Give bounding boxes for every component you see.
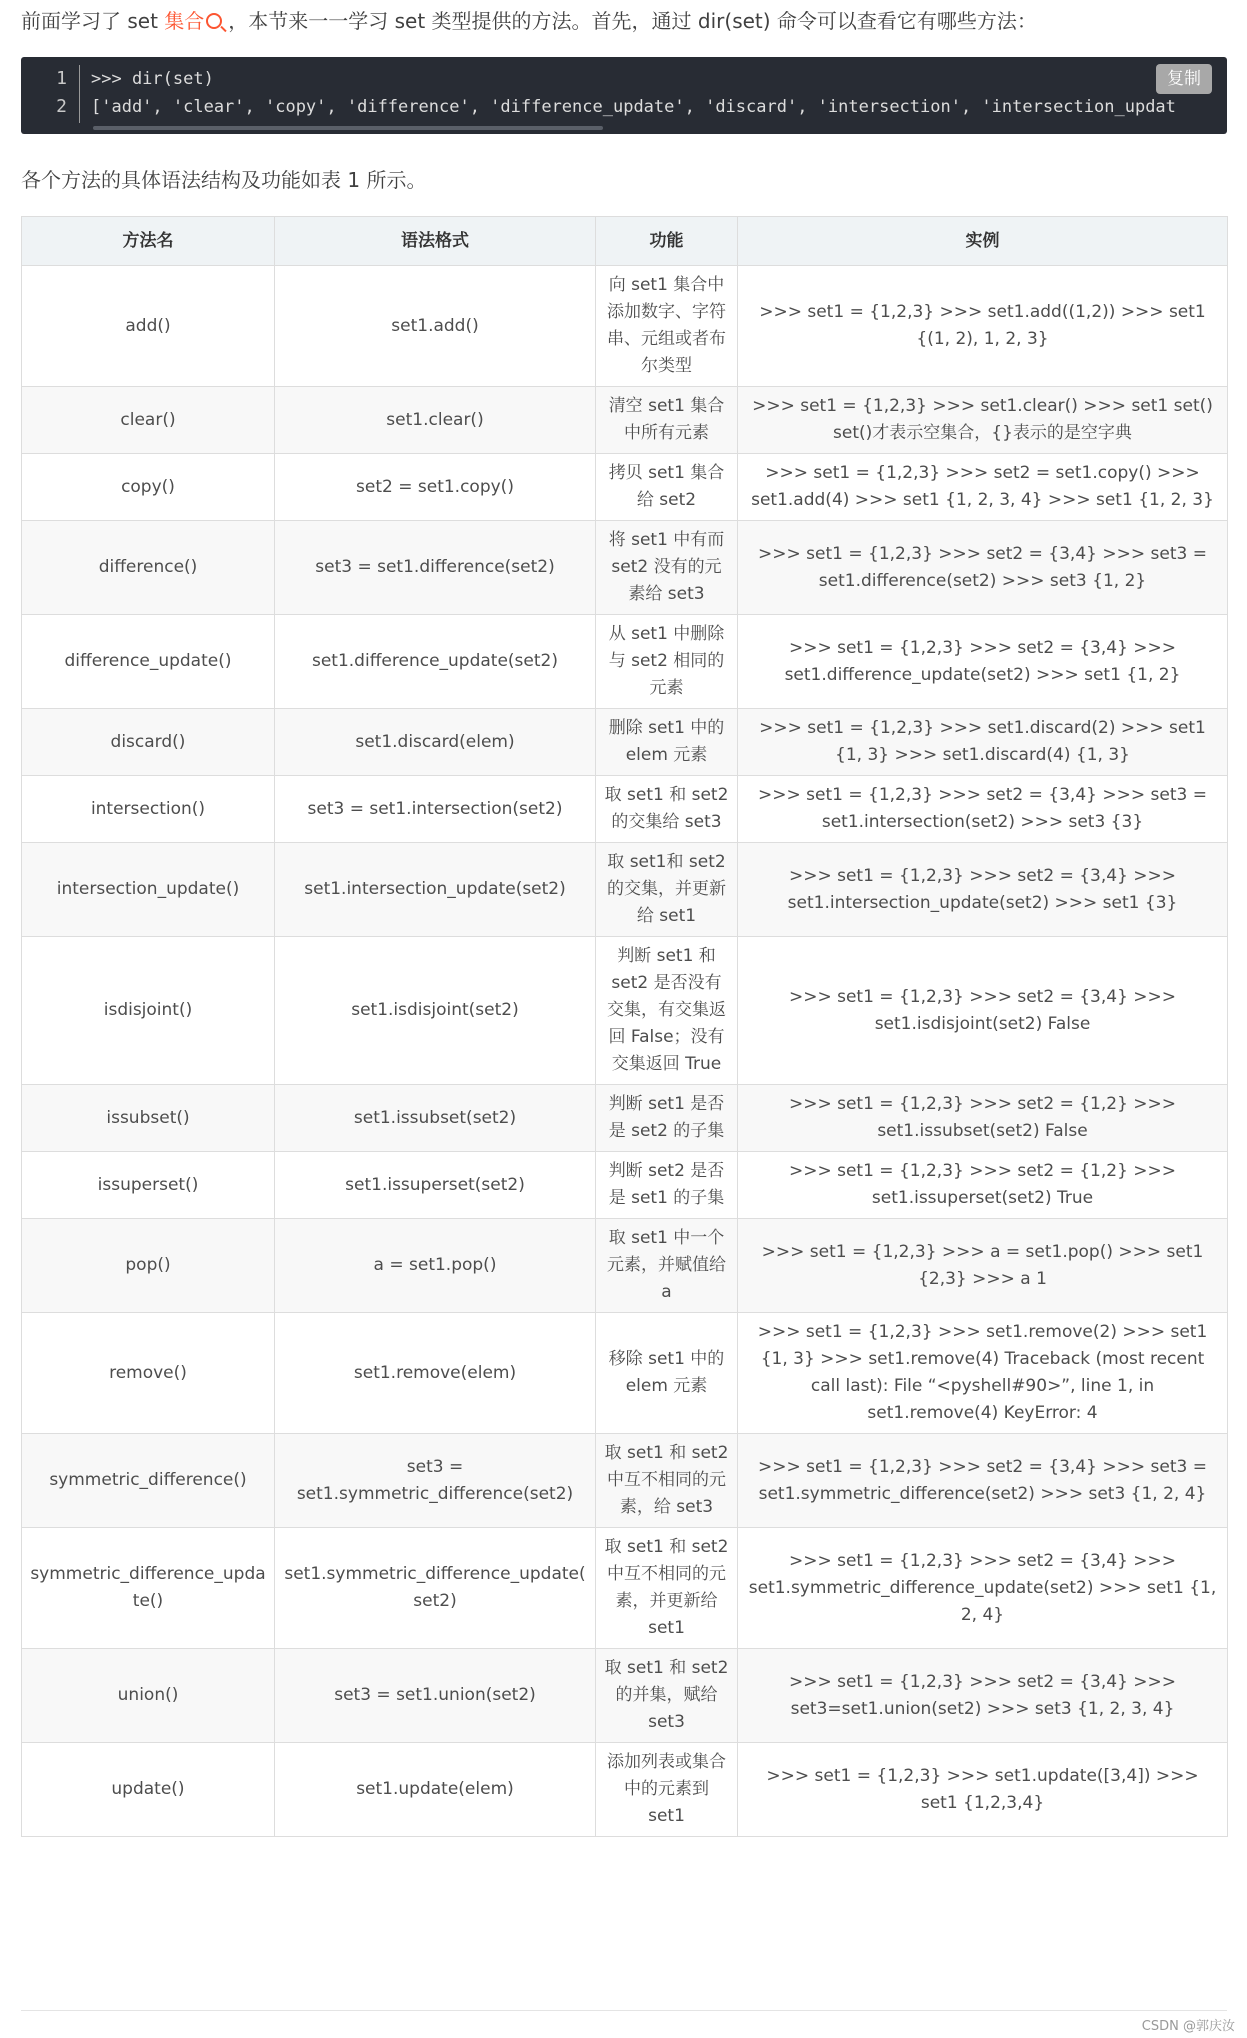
syntax-cell: set1.discard(elem) xyxy=(275,709,596,776)
method-name-cell: isdisjoint() xyxy=(22,937,275,1085)
function-cell: 判断 set1 是否是 set2 的子集 xyxy=(596,1085,738,1152)
example-cell: >>> set1 = {1,2,3} >>> set2 = {3,4} >>> set3 = set1.symmetric_difference(set2) >>> set3 {1, 2, 4} xyxy=(738,1434,1228,1528)
function-cell: 判断 set2 是否是 set1 的子集 xyxy=(596,1152,738,1219)
example-cell: >>> set1 = {1,2,3} >>> set2 = set1.copy() >>> set1.add(4) >>> set1 {1, 2, 3, 4} >>> set1 {1, 2, 3} xyxy=(738,454,1228,521)
intro-text-before: 前面学习了 set xyxy=(21,9,165,33)
function-cell: 清空 set1 集合中所有元素 xyxy=(596,387,738,454)
syntax-cell: a = set1.pop() xyxy=(275,1219,596,1313)
method-name-cell: remove() xyxy=(22,1313,275,1434)
method-name-cell: update() xyxy=(22,1743,275,1837)
function-cell: 拷贝 set1 集合给 set2 xyxy=(596,454,738,521)
table-header-row xyxy=(22,217,1228,266)
table-row xyxy=(22,1434,1228,1528)
syntax-cell: set3 = set1.union(set2) xyxy=(275,1649,596,1743)
syntax-cell: set3 = set1.difference(set2) xyxy=(275,521,596,615)
function-cell: 移除 set1 中的 elem 元素 xyxy=(596,1313,738,1434)
method-name-cell: difference() xyxy=(22,521,275,615)
line-number-gutter xyxy=(21,65,80,123)
header-function: 功能 xyxy=(596,217,738,266)
example-cell: >>> set1 = {1,2,3} >>> set2 = {3,4} >>> set3 = set1.difference(set2) >>> set3 {1, 2} xyxy=(738,521,1228,615)
example-cell: >>> set1 = {1,2,3} >>> set1.remove(2) >>> set1 {1, 3} >>> set1.remove(4) Traceback (most recent call last): File “<pyshell#90>”, line 1, in set1.remove(4) KeyError: 4 xyxy=(738,1313,1228,1434)
footer-divider xyxy=(21,2010,1227,2011)
function-cell: 取 set1和 set2 的交集，并更新给 set1 xyxy=(596,843,738,937)
table-caption: 各个方法的具体语法结构及功能如表 1 所示。 xyxy=(21,168,427,192)
table-row xyxy=(22,615,1228,709)
syntax-cell: set2 = set1.copy() xyxy=(275,454,596,521)
function-cell: 删除 set1 中的 elem 元素 xyxy=(596,709,738,776)
header-example: 实例 xyxy=(738,217,1228,266)
function-cell: 向 set1 集合中添加数字、字符串、元组或者布尔类型 xyxy=(596,266,738,387)
example-cell: >>> set1 = {1,2,3} >>> set2 = {3,4} >>> set1.difference_update(set2) >>> set1 {1, 2} xyxy=(738,615,1228,709)
table-row xyxy=(22,843,1228,937)
method-name-cell: clear() xyxy=(22,387,275,454)
method-name-cell: copy() xyxy=(22,454,275,521)
syntax-cell: set1.issubset(set2) xyxy=(275,1085,596,1152)
function-cell: 将 set1 中有而 set2 没有的元素给 set3 xyxy=(596,521,738,615)
example-cell: >>> set1 = {1,2,3} >>> set2 = {3,4} >>> set1.intersection_update(set2) >>> set1 {3} xyxy=(738,843,1228,937)
method-name-cell: symmetric_difference_update() xyxy=(22,1528,275,1649)
function-cell: 取 set1 中一个元素，并赋值给 a xyxy=(596,1219,738,1313)
example-cell: >>> set1 = {1,2,3} >>> set2 = {3,4} >>> set3 = set1.intersection(set2) >>> set3 {3} xyxy=(738,776,1228,843)
method-name-cell: issubset() xyxy=(22,1085,275,1152)
function-cell: 取 set1 和 set2 的并集，赋给 set3 xyxy=(596,1649,738,1743)
syntax-cell: set1.clear() xyxy=(275,387,596,454)
table-row xyxy=(22,776,1228,843)
table-row xyxy=(22,1649,1228,1743)
table-row xyxy=(22,266,1228,387)
syntax-cell: set1.intersection_update(set2) xyxy=(275,843,596,937)
function-cell: 从 set1 中删除与 set2 相同的元素 xyxy=(596,615,738,709)
example-cell: >>> set1 = {1,2,3} >>> set1.update([3,4]) >>> set1 {1,2,3,4} xyxy=(738,1743,1228,1837)
function-cell: 取 set1 和 set2 中互不相同的元素，并更新给 set1 xyxy=(596,1528,738,1649)
syntax-cell: set3 = set1.intersection(set2) xyxy=(275,776,596,843)
copy-button[interactable]: 复制 xyxy=(1156,64,1212,94)
table-row xyxy=(22,1528,1228,1649)
method-name-cell: difference_update() xyxy=(22,615,275,709)
example-cell: >>> set1 = {1,2,3} >>> set2 = {1,2} >>> set1.issubset(set2) False xyxy=(738,1085,1228,1152)
header-syntax: 语法格式 xyxy=(275,217,596,266)
example-cell: >>> set1 = {1,2,3} >>> set1.add((1,2)) >>> set1 {(1, 2), 1, 2, 3} xyxy=(738,266,1228,387)
intro-paragraph xyxy=(21,4,1231,38)
method-name-cell: union() xyxy=(22,1649,275,1743)
table-row xyxy=(22,387,1228,454)
function-cell: 判断 set1 和 set2 是否没有交集，有交集返回 False；没有交集返回 True xyxy=(596,937,738,1085)
method-name-cell: add() xyxy=(22,266,275,387)
method-name-cell: intersection() xyxy=(22,776,275,843)
syntax-cell: set1.symmetric_difference_update(set2) xyxy=(275,1528,596,1649)
table-row xyxy=(22,1152,1228,1219)
code-horizontal-scrollbar[interactable] xyxy=(93,126,603,130)
syntax-cell: set1.issuperset(set2) xyxy=(275,1152,596,1219)
search-icon[interactable] xyxy=(206,13,222,29)
example-cell: >>> set1 = {1,2,3} >>> set2 = {3,4} >>> set1.isdisjoint(set2) False xyxy=(738,937,1228,1085)
table-row xyxy=(22,1085,1228,1152)
example-cell: >>> set1 = {1,2,3} >>> set1.clear() >>> set1 set() set()才表示空集合，{}表示的是空字典 xyxy=(738,387,1228,454)
example-cell: >>> set1 = {1,2,3} >>> set1.discard(2) >>> set1 {1, 3} >>> set1.discard(4) {1, 3} xyxy=(738,709,1228,776)
example-cell: >>> set1 = {1,2,3} >>> set2 = {3,4} >>> set1.symmetric_difference_update(set2) >>> set1 {1, 2, 4} xyxy=(738,1528,1228,1649)
function-cell: 添加列表或集合中的元素到 set1 xyxy=(596,1743,738,1837)
code-line: >>> dir(set) xyxy=(91,69,214,89)
keyword-link-set[interactable]: 集合 xyxy=(164,9,205,33)
table-row xyxy=(22,937,1228,1085)
table-row xyxy=(22,1219,1228,1313)
code-line: ['add', 'clear', 'copy', 'difference', 'difference_update', 'discard', 'intersection', 'intersection_updat xyxy=(91,97,1176,117)
code-content[interactable] xyxy=(91,65,1227,121)
set-methods-table xyxy=(21,216,1228,1837)
method-name-cell: pop() xyxy=(22,1219,275,1313)
method-name-cell: symmetric_difference() xyxy=(22,1434,275,1528)
line-number: 2 xyxy=(56,96,67,117)
example-cell: >>> set1 = {1,2,3} >>> set2 = {3,4} >>> set3=set1.union(set2) >>> set3 {1, 2, 3, 4} xyxy=(738,1649,1228,1743)
method-name-cell: issuperset() xyxy=(22,1152,275,1219)
table-body xyxy=(22,266,1228,1837)
table-row xyxy=(22,709,1228,776)
line-number: 1 xyxy=(56,68,67,89)
syntax-cell: set3 = set1.symmetric_difference(set2) xyxy=(275,1434,596,1528)
method-name-cell: discard() xyxy=(22,709,275,776)
syntax-cell: set1.update(elem) xyxy=(275,1743,596,1837)
table-row xyxy=(22,454,1228,521)
function-cell: 取 set1 和 set2 的交集给 set3 xyxy=(596,776,738,843)
syntax-cell: set1.isdisjoint(set2) xyxy=(275,937,596,1085)
table-row xyxy=(22,1313,1228,1434)
syntax-cell: set1.remove(elem) xyxy=(275,1313,596,1434)
example-cell: >>> set1 = {1,2,3} >>> set2 = {1,2} >>> set1.issuperset(set2) True xyxy=(738,1152,1228,1219)
syntax-cell: set1.add() xyxy=(275,266,596,387)
table-row xyxy=(22,521,1228,615)
intro-text-after: ，本节来一一学习 set 类型提供的方法。首先，通过 dir(set) 命令可以查看它有哪些方法： xyxy=(228,9,1037,33)
method-name-cell: intersection_update() xyxy=(22,843,275,937)
syntax-cell: set1.difference_update(set2) xyxy=(275,615,596,709)
example-cell: >>> set1 = {1,2,3} >>> a = set1.pop() >>> set1 {2,3} >>> a 1 xyxy=(738,1219,1228,1313)
header-method-name: 方法名 xyxy=(22,217,275,266)
table-row xyxy=(22,1743,1228,1837)
function-cell: 取 set1 和 set2 中互不相同的元素，给 set3 xyxy=(596,1434,738,1528)
csdn-watermark: CSDN @郭庆汝 xyxy=(1141,2019,1235,2034)
code-block xyxy=(21,57,1227,134)
